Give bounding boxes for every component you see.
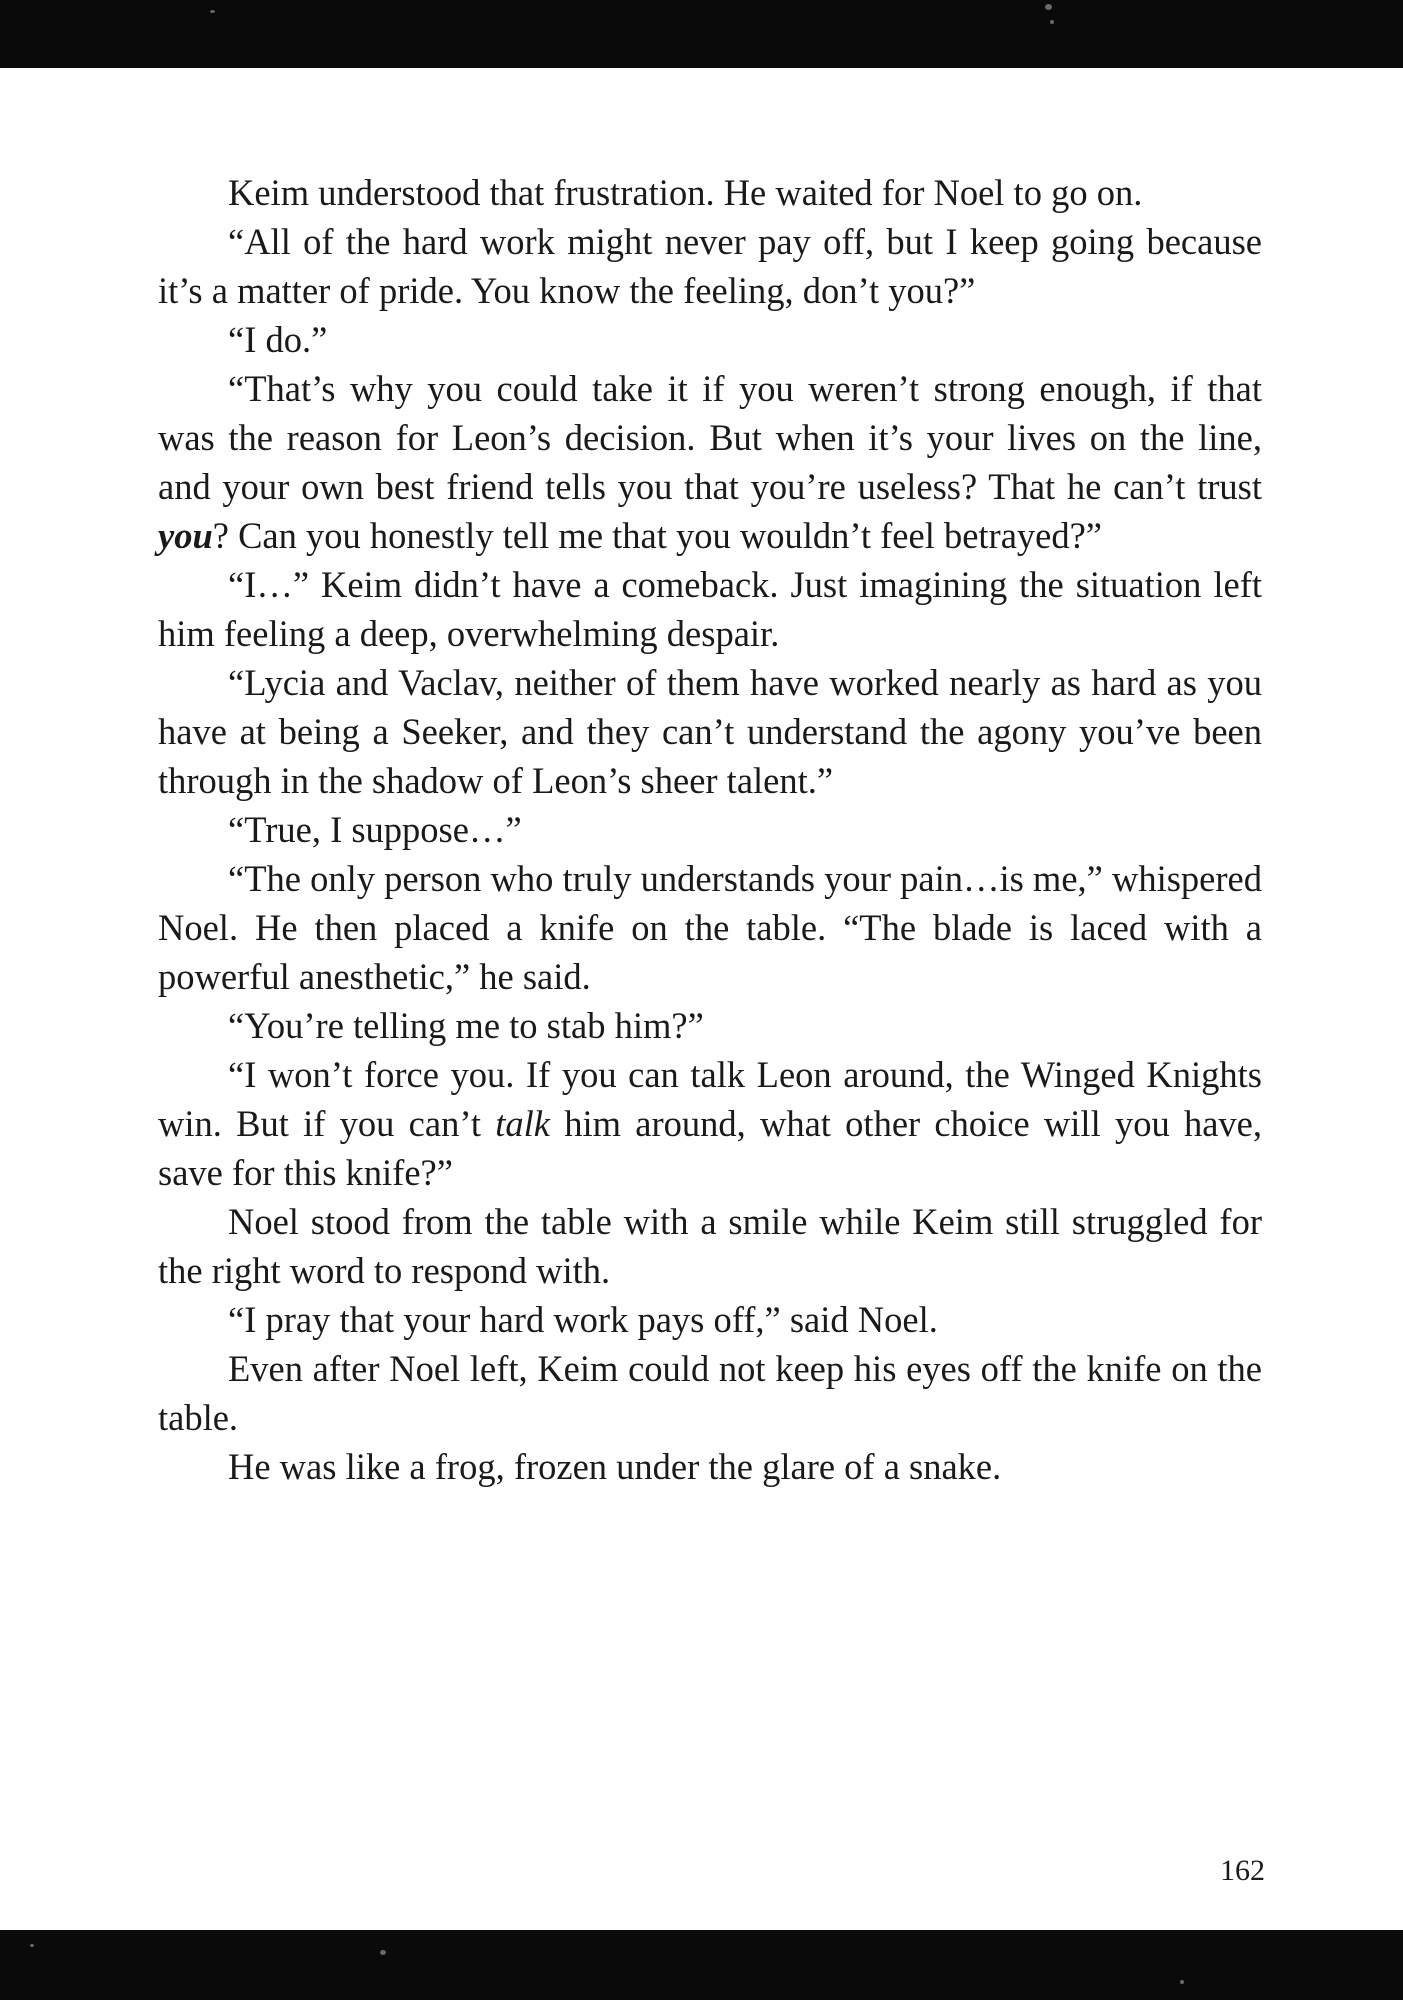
paragraph-text: “I pray that your hard work pays off,” said Noel.: [228, 1299, 938, 1340]
paragraph-text: Even after Noel left, Keim could not keep his eyes off the knife on the table.: [158, 1348, 1262, 1438]
scan-speck: [380, 1950, 386, 1955]
bottom-scan-border: [0, 1930, 1403, 2000]
paragraph-text: “You’re telling me to stab him?”: [228, 1005, 704, 1046]
top-scan-border: [0, 0, 1403, 68]
paragraph: [158, 364, 1262, 560]
scan-speck: [210, 10, 215, 13]
paragraph-text: Keim understood that frustration. He waited for Noel to go on.: [228, 172, 1143, 213]
paragraph-text: “True, I suppose…”: [228, 809, 522, 850]
paragraph-text: “I…” Keim didn’t have a comeback. Just imagining the situation left him feeling a deep, overwhelming despair.: [158, 564, 1262, 654]
paragraph-text: “The only person who truly understands your pain…is me,” whispered Noel. He then placed a knife on the table. “The blade is laced with a powerful anesthetic,” he said.: [158, 858, 1262, 997]
scan-speck: [1050, 20, 1054, 24]
paragraph: [158, 658, 1262, 805]
paragraph-text-continued: ? Can you honestly tell me that you wouldn’t feel betrayed?”: [212, 515, 1103, 556]
paragraph: [158, 1197, 1262, 1295]
paragraph: [158, 315, 1262, 364]
paragraph: [158, 1050, 1262, 1197]
paragraph-text: He was like a frog, frozen under the glare of a snake.: [228, 1446, 1002, 1487]
paragraph-text: “I won’t force you. If you can talk Leon around, the Winged Knights win. But if you can’t: [158, 1054, 1262, 1144]
paragraph-text: “I do.”: [228, 319, 328, 360]
body-text: [158, 168, 1262, 1491]
paragraph: [158, 168, 1262, 217]
emphasized-word: you: [158, 515, 213, 556]
scan-speck: [1180, 1980, 1184, 1984]
paragraph: [158, 854, 1262, 1001]
page-number: 162: [1220, 1854, 1265, 1887]
paragraph-text: “That’s why you could take it if you weren’t strong enough, if that was the reason for Leon’s decision. But when it’s your lives on the line, and your own best friend tells you that you’re useless? That he can’t trust: [158, 368, 1262, 507]
paragraph-text-continued: him around, what other choice will you have, save for this knife?”: [158, 1103, 1262, 1193]
paragraph: [158, 560, 1262, 658]
paragraph-text: “All of the hard work might never pay off, but I keep going because it’s a matter of pride. You know the feeling, don’t you?”: [158, 221, 1262, 311]
paragraph: [158, 1442, 1262, 1491]
scan-speck: [1045, 4, 1052, 10]
paragraph: [158, 217, 1262, 315]
paragraph: [158, 1295, 1262, 1344]
emphasized-word: talk: [495, 1103, 550, 1144]
paragraph: [158, 1344, 1262, 1442]
paragraph: [158, 805, 1262, 854]
paragraph: [158, 1001, 1262, 1050]
paragraph-text: Noel stood from the table with a smile while Keim still struggled for the right word to respond with.: [158, 1201, 1262, 1291]
paragraph-text: “Lycia and Vaclav, neither of them have worked nearly as hard as you have at being a Seeker, and they can’t understand the agony you’ve been through in the shadow of Leon’s sheer talent.”: [158, 662, 1262, 801]
scan-speck: [30, 1944, 34, 1947]
